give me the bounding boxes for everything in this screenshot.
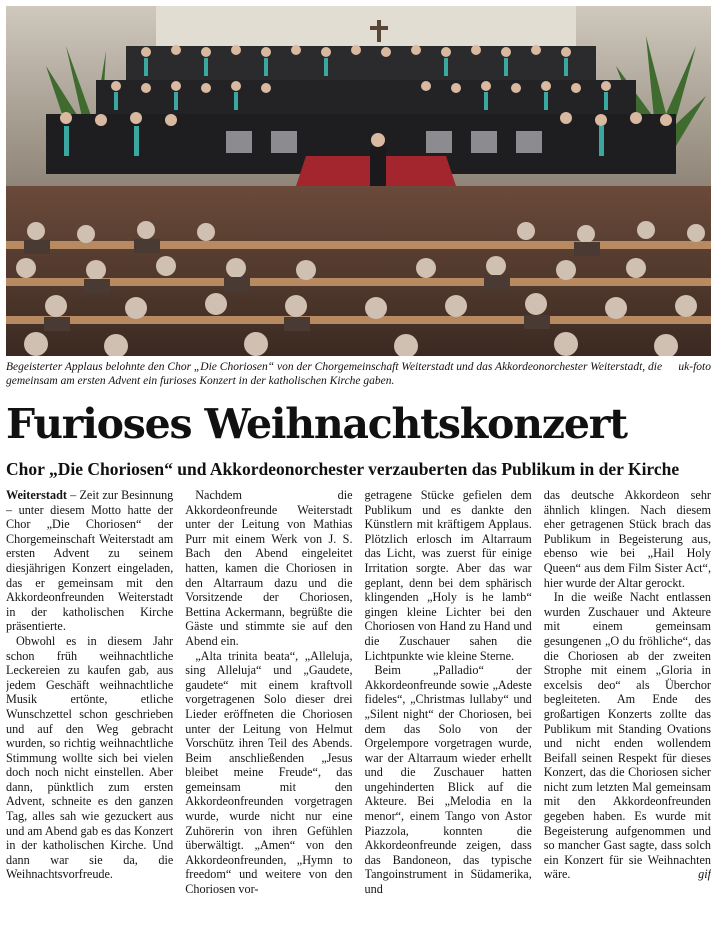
paragraph-text: – Zeit zur Besinnung – unter diesem Motto hatte der Chor „Die Choriosen“ der Chorgemeinschaft Weiterstadt am ersten Advent zu seinem diesjährigen Konzert eingeladen, das er gemeinsam mit den Akkordeonfreunden Weiterstadt in der katholischen Kirche präsentierte.: [6, 488, 174, 634]
concert-photo-illustration: [6, 6, 711, 356]
subheadline: Chor „Die Choriosen“ und Akkordeonorchester verzauberten das Publikum in der Kirche: [6, 459, 680, 479]
article-column-3: [365, 488, 532, 920]
article-paragraph: getragene Stücke gefielen dem Publikum und es dankte den Künstlern mit kräftigem Applaus. Plötzlich erlosch im Altarraum das Licht, was zuerst für einige Irritation sorgte. Aber das war geplant, denn bei dem sphärisch klingenden „Holy is he lamb“ gingen kleine Lichter bei den Choriosen von Hand zu Hand und die Zuschauer sahen die Lichtpunkte wie kleine Sterne.: [364, 488, 532, 663]
article-paragraph: Nachdem die Akkordeonfreunde Weiterstadt unter der Leitung von Mathias Purr mit einem Werk von J. S. Bach den Abend eingeleitet hatten, kamen die Choriosen in den Altarraum dazu und die Vorsitzende der Choriosen, Bettina Ackermann, begrüßte die Gäste und stimmte sie auf den Abend ein.: [185, 488, 353, 648]
author-signature: gif: [698, 867, 711, 882]
paragraph-text: In die weiße Nacht entlassen wurden Zuschauer und Akteure mit einem gemeinsam gesungenen „O du fröhliche“, das die Choriosen ab der zweiten Strophe mit einem „Gloria in excelsis deo“ als Überchor begleiteten. Am Ende des großartigen Konzerts zollte das Publikum mit Standing Ovations und nicht enden wollendem Beifall seinen Respekt für dieses Konzert, das die Choriosen sicher nicht zum letzten Mal gemeinsam mit den Akkordeonfreunden gegeben haben. Es wurde mit Begeisterung aufgenommen und so mancher Gast sagte, dass solch ein Konzert für sie Weihnachten wäre.: [543, 590, 711, 882]
photo-credit: uk-foto: [678, 361, 711, 373]
article-photo: [6, 6, 711, 356]
photo-caption: [6, 360, 711, 388]
caption-text: Begeisterter Applaus belohnte den Chor „Die Choriosen“ von der Chorgemeinschaft Weiterstadt und das Akkordeonorchester Weiterstadt, die gemeinsam am ersten Advent ein furioses Konzert in der katholischen Kirche gaben.: [6, 361, 663, 387]
article-column-1: [6, 488, 173, 920]
article-column-4: [544, 488, 711, 920]
article-paragraph: [544, 590, 711, 882]
dateline: Weiterstadt: [6, 488, 67, 502]
article-paragraph: Obwohl es in diesem Jahr schon früh weihnachtliche Leckereien zu kaufen gab, aus jedem Geschäft weihnachtliche Musik ertönte, etliche Wunschzettel schon geschrieben und auf den Weg gebracht wurden, so richtig weihnachtliche Stimmung wollte sich bei vielen doch noch nicht einstellen. Aber dann, pünktlich zum ersten Advent, schneite es den ganzen Tag, alles sah wie gezuckert aus und am Abend gab es das Konzert in der katholischen Kirche. Und dann war sie da, die Weihnachtsvorfreude.: [6, 633, 174, 882]
article-column-2: [185, 488, 352, 920]
article-paragraph: „Alta trinita beata“, „Alleluja, sing Alleluja“ und „Gaudete, gaudete“ mit einem kraftvoll vorgetragenen Solo dieser drei Lieder eröffneten die Choriosen unter der Leitung von Helmut Vorschütz ihren Teil des Abends. Beim anschließenden „Jesus bleibet meine Freude“, das gemeinsam mit den Akkordeonfreunden vorgetragen wurde, wurde nicht nur eine Zuhörerin von ihren Gefühlen überwältigt. „Amen“ von den Akkordeonfreunden, „Hymn to freedom“ und weitere von den Choriosen vor-: [185, 648, 353, 897]
article-paragraph: [6, 488, 173, 634]
article-body: [6, 488, 711, 920]
headline: Furioses Weihnachtskonzert: [6, 400, 627, 448]
article-paragraph: Beim „Palladio“ der Akkordeonfreunde sowie „Adeste fideles“, „Christmas lullaby“ und „Silent night“ der Choriosen, bei dem das Solo von der Orgelempore vorgetragen wurde, war der Altarraum wieder erhellt und die Zuschauer hatten ungehinderten Blick auf die Akteure. Bei „Melodia en la menor“, einem Tango von Astor Piazzola, konnten die Akkordeonfreunde zeigen, dass das Bandoneon, das typische Tangoinstrument in Südamerika, und: [364, 663, 532, 897]
article-paragraph: das deutsche Akkordeon sehr ähnlich klingen. Nach diesem eher getragenen Stück brach das Publikum in Begeisterung aus, ebenso wie bei „Hail Holy Queen“ aus dem Film Sister Act“, hier wurde der Altar gerockt.: [543, 488, 711, 590]
